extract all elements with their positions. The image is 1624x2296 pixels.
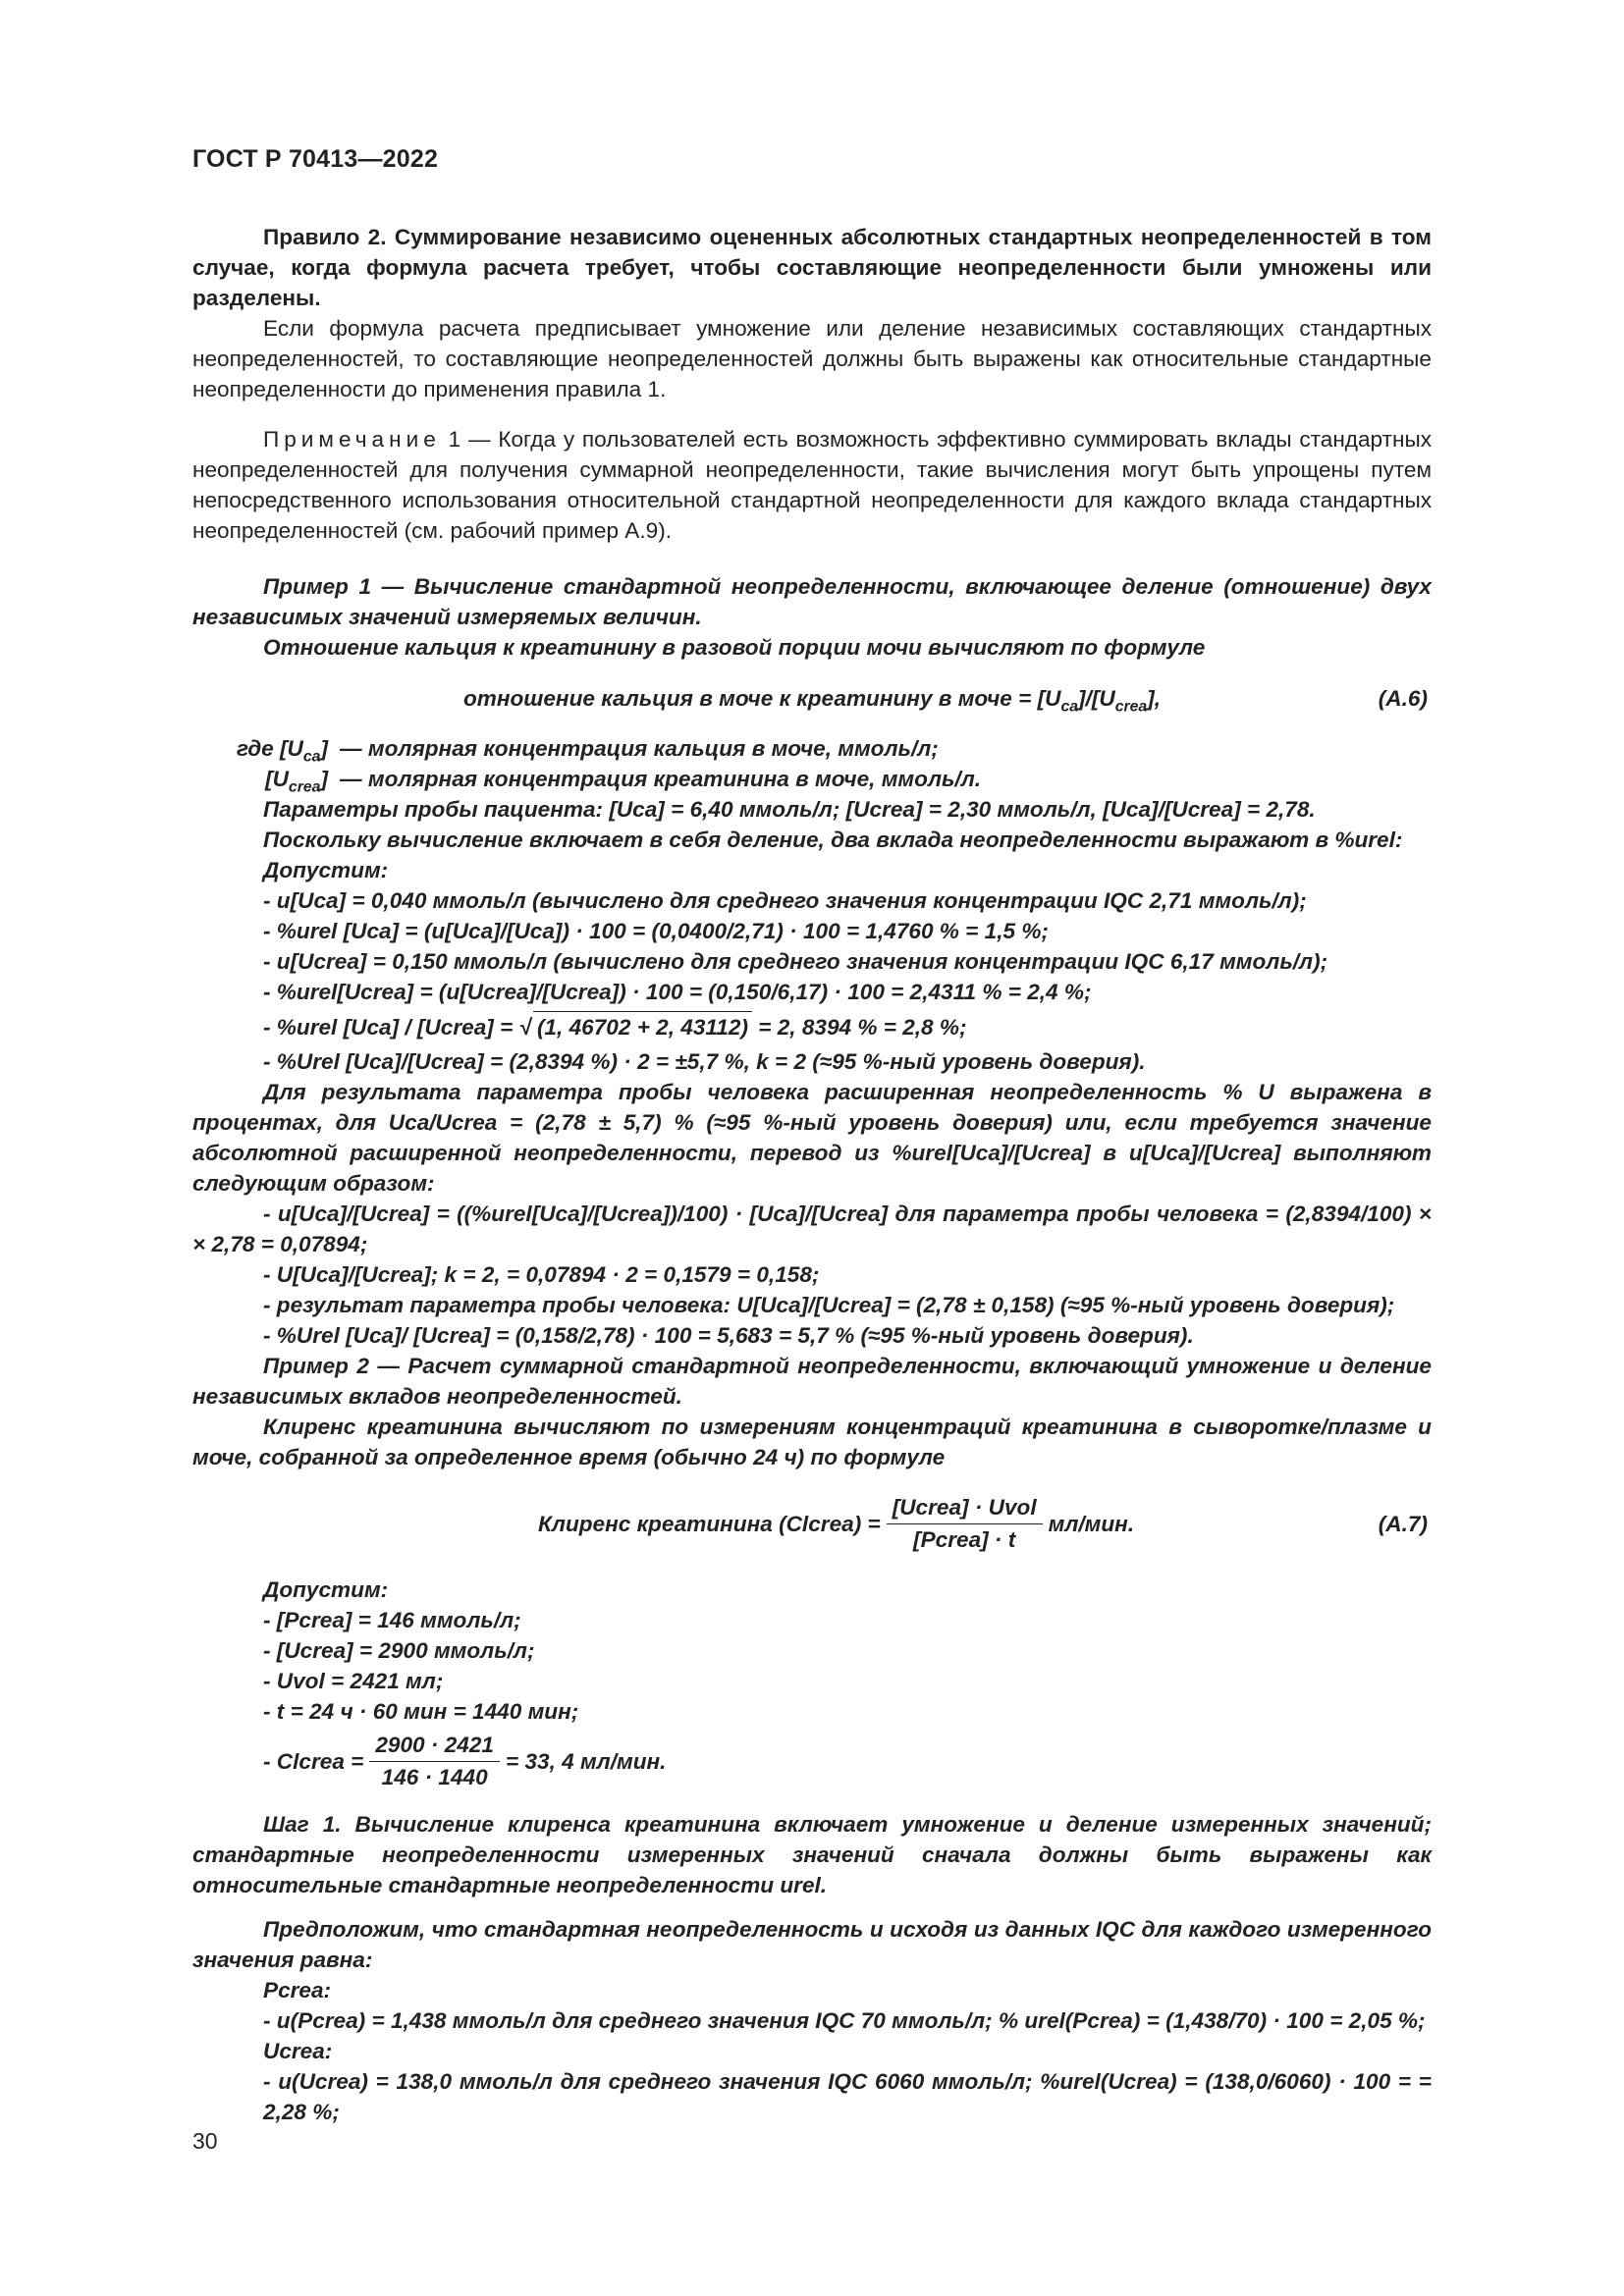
suppose: Предположим, что стандартная неопределенность и исходя из данных IQC для каждого измеренного значения равна: — [192, 1917, 1432, 1972]
clcrea-prefix: - Clcrea = — [263, 1748, 364, 1774]
rule2-heading: Правило 2. Суммирование независимо оцененных абсолютных стандартных неопределенностей в том случае, когда формула расчета требует, чтобы составляющие неопределенности были умножены или разделены. — [192, 225, 1432, 310]
rule2-text: Если формула расчета предписывает умножение или деление независимых составляющих стандартных неопределенностей, то составляющие неопределенностей должны быть выражены как относительные стандартные неопределенности до применения правила 1. — [192, 316, 1432, 401]
step1: Шаг 1. Вычисление клиренса креатинина включает умножение и деление измеренных значений; стандартные неопределенности измеренных значений сначала должны быть выражены как относительные стандартные неопределенности urel. — [192, 1812, 1432, 1897]
example1-assume: Допустим: — [263, 858, 389, 882]
example2-assume: Допустим: — [263, 1577, 389, 1602]
example2-line: - [Ucrea] = 2900 ммоль/л; — [263, 1638, 535, 1663]
formula-a7-fraction — [887, 1494, 1043, 1554]
example1-line: - u[Uca] = 0,040 ммоль/л (вычислено для среднего значения концентрации IQC 2,71 ммоль/л); — [263, 888, 1307, 913]
example1-line: - %urel [Uca] = (u[Uca]/[Uca]) · 100 = (0,0400/2,71) · 100 = 1,4760 % = 1,5 %; — [263, 919, 1049, 943]
clcrea-fraction — [369, 1732, 500, 1791]
example1-line: - u[Ucrea] = 0,150 ммоль/л (вычислено для среднего значения концентрации IQC 6,17 ммоль/л); — [263, 949, 1328, 974]
example1-sqrt-line: - %urel [Uca] / [Ucrea] = √ (1, 46702 + 2, 43112) = 2, 8394 % = 2,8 %; — [192, 1011, 1432, 1042]
formula-a7-number: (А.7) — [1378, 1511, 1428, 1536]
example2-intro: Клиренс креатинина вычисляют по измерениям концентраций креатинина в сыворотке/плазме и моче, собранной за определенное время (обычно 24 ч) по формуле — [192, 1415, 1432, 1469]
example2-line: - [Pcrea] = 146 ммоль/л; — [263, 1608, 521, 1632]
formula-a6-number: (А.6) — [1378, 685, 1428, 711]
formula-a7-unit: мл/мин. — [1048, 1511, 1135, 1536]
formula-a7-lhs: (Clcrea) = — [779, 1511, 881, 1536]
example1-line2: - U[Uca]/[Ucrea]; k = 2, = 0,07894 · 2 = 0,1579 = 0,158; — [263, 1262, 820, 1287]
example1-paragraph: Для результата параметра пробы человека расширенная неопределенность % U выражена в процентах, для Uca/Ucrea = (2,78 ± 5,7) % (≈95 %-ный уровень доверия) или, если требуется значение абсолютной расширенной неопределенности, перевод из %urel[Uca]/[Ucrea] в u[Uca]/[Ucrea] выполняют следующим образом: — [192, 1080, 1432, 1196]
note-paragraph — [192, 424, 1432, 546]
formula-a6-text: отношение кальция в моче к креатинину в моче = $[U_{ca}]/[U_{crea}]$, — [462, 685, 1162, 716]
example1-line2: - результат параметра пробы человека: U[Uca]/[Ucrea] = (2,78 ± 0,158) (≈95 %-ный уровень доверия); — [263, 1293, 1395, 1317]
example1-intro: Отношение кальция к креатинину в разовой порции мочи вычисляют по формуле — [263, 635, 1206, 660]
formula-a6 — [192, 676, 1432, 720]
pcrea-line: - u(Pcrea) = 1,438 ммоль/л для среднего значения IQC 70 ммоль/л; % urel(Pcrea) = (1,438/70) · 100 = 2,05 %; — [263, 2008, 1426, 2033]
formula-a7-denominator: [Pcrea] · t — [913, 1526, 1016, 1552]
note-label: Примечание — [263, 427, 441, 452]
clcrea-denominator: 146 · 1440 — [381, 1764, 488, 1789]
clcrea-calculation — [192, 1727, 1432, 1795]
example2-line: - Uvol = 2421 мл; — [263, 1669, 444, 1693]
formula-a7-numerator: [Ucrea] · Uvol — [887, 1494, 1043, 1524]
example1-since: Поскольку вычисление включает в себя деление, два вклада неопределенности выражают в %urel: — [263, 828, 1403, 852]
note-text: 1 — Когда у пользователей есть возможность эффективно суммировать вклады стандартных неопределенностей для получения суммарной неопределенности, такие вычисления могут быть упрощены путем непосредственного использования относительной стандартной неопределенности для каждого вклада стандартных неопределенностей (см. рабочий пример А.9). — [192, 427, 1432, 543]
sqrt-radicand: (1, 46702 + 2, 43112) — [533, 1011, 752, 1042]
example1-title: Пример 1 — Вычисление стандартной неопределенности, включающее деление (отношение) двух независимых значений измеряемых величин. — [192, 574, 1432, 629]
example1-expanded: - %Urel [Uca]/[Ucrea] = (2,8394 %) · 2 = ±5,7 %, k = 2 (≈95 %-ный уровень доверия). — [263, 1049, 1146, 1074]
example1-params: Параметры пробы пациента: [Uca] = 6,40 ммоль/л; [Ucrea] = 2,30 ммоль/л, [Uca]/[Ucrea] = 2,78. — [263, 797, 1316, 822]
page-number: 30 — [192, 2128, 218, 2154]
example1-line2: - u[Uca]/[Ucrea] = ((%urel[Uca]/[Ucrea])/100) · [Uca]/[Ucrea] для параметра пробы человека = (2,8394/100) × × 2,78 = 0,07894; — [192, 1201, 1432, 1256]
document-header: ГОСТ Р 70413—2022 — [192, 145, 439, 173]
example1-line: - %urel[Ucrea] = (u[Ucrea]/[Ucrea]) · 100 = (0,150/6,17) · 100 = 2,4311 % = 2,4 %; — [263, 980, 1092, 1004]
example1-line2: - %Urel [Uca]/ [Ucrea] = (0,158/2,78) · 100 = 5,683 = 5,7 % (≈95 %-ный уровень доверия). — [263, 1323, 1194, 1348]
definition-uca-term: где $[U_{ca}]$ — [237, 736, 328, 766]
ucrea-label: Ucrea: — [263, 2039, 333, 2063]
ucrea-line: - u(Ucrea) = 138,0 ммоль/л для среднего значения IQC 6060 ммоль/л; %urel(Ucrea) = (138,0/6060) · 100 = = 2,28 %; — [263, 2069, 1432, 2124]
definition-ucrea-term: $[U_{crea}]$ — [265, 767, 328, 796]
definition-ucrea — [192, 764, 1432, 794]
example2-title: Пример 2 — Расчет суммарной стандартной неопределенности, включающий умножение и деление независимых вкладов неопределенностей. — [192, 1354, 1432, 1409]
definition-ucrea-text: — молярная концентрация креатинина в моче, ммоль/л. — [340, 767, 982, 791]
definition-uca-text: — молярная концентрация кальция в моче, ммоль/л; — [340, 736, 939, 761]
formula-a7 — [192, 1486, 1432, 1561]
clcrea-numerator: 2900 · 2421 — [369, 1732, 500, 1762]
example2-line: - t = 24 ч · 60 мин = 1440 мин; — [263, 1699, 579, 1724]
document-body — [192, 222, 1432, 2127]
formula-a7-label: Клиренс креатинина — [538, 1511, 773, 1536]
pcrea-label: Pcrea: — [263, 1978, 332, 2002]
definition-uca — [192, 733, 1432, 764]
clcrea-result: = 33, 4 мл/мин. — [505, 1748, 667, 1774]
